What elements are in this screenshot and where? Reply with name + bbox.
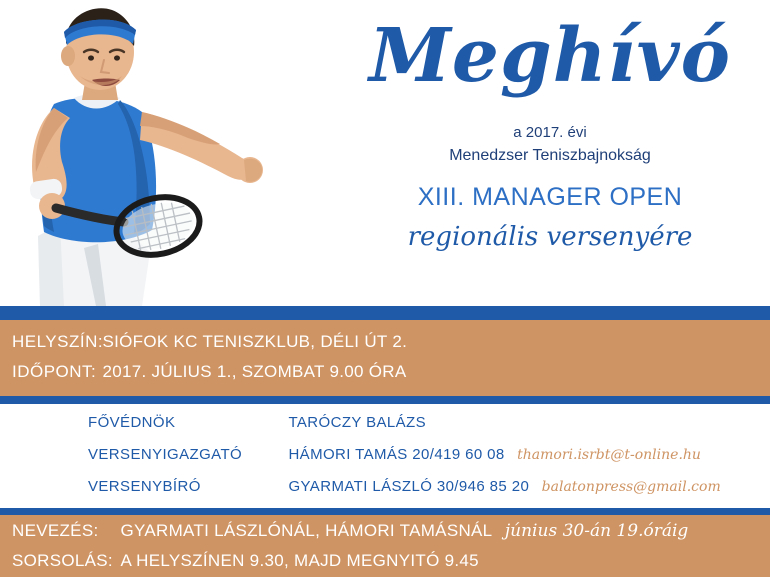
hero-text-block: [330, 0, 770, 306]
divider-blue-top: [0, 306, 770, 320]
entry-draw-value: A HELYSZÍNEN 9.30, MAJD MEGNYITÓ 9.45: [120, 551, 479, 570]
staff-row: [88, 446, 701, 464]
entry-registration-value: GYARMATI LÁSZLÓNÁL, HÁMORI TAMÁSNÁL: [120, 521, 493, 540]
entry-registration-deadline: június 30-án 19.óráig: [504, 521, 689, 541]
event-title: XIII. MANAGER OPEN: [417, 182, 683, 211]
venue-date-label: IDŐPONT:: [12, 362, 97, 381]
staff-email[interactable]: balatonpress@gmail.com: [541, 479, 721, 495]
page-title: Meghívó: [368, 13, 731, 99]
venue-location-row: [12, 332, 407, 352]
subtitle-year: a 2017. évi: [513, 123, 587, 141]
tennis-player-photo: [0, 0, 330, 306]
entry-draw-row: [12, 551, 479, 571]
entry-draw-label: SORSOLÁS:: [12, 551, 113, 570]
entry-registration-row: [12, 521, 688, 541]
subtitle-championship: Menedzser Teniszbajnokság: [449, 146, 651, 164]
staff-person-name: GYARMATI LÁSZLÓ 30/946 85 20: [288, 478, 530, 495]
staff-section: [0, 404, 770, 508]
venue-date-row: [12, 362, 407, 382]
entry-registration-label: NEVEZÉS:: [12, 521, 99, 540]
staff-role-label: VERSENYIGAZGATÓ: [88, 446, 243, 463]
staff-person-name: TARÓCZY BALÁZS: [288, 414, 427, 431]
divider-blue-middle: [0, 396, 770, 404]
divider-blue-bottom: [0, 508, 770, 515]
venue-section: [0, 320, 770, 396]
staff-email[interactable]: thamori.isrbt@t-online.hu: [517, 447, 701, 463]
venue-location-label: HELYSZÍN:: [12, 332, 104, 351]
event-subtitle: regionális versenyére: [407, 221, 693, 252]
venue-location-value: SIÓFOK KC TENISZKLUB, DÉLI ÚT 2.: [102, 332, 408, 351]
staff-person-name: HÁMORI TAMÁS 20/419 60 08: [288, 446, 505, 463]
staff-role-label: FŐVÉDNÖK: [88, 414, 176, 431]
entry-section: [0, 515, 770, 577]
staff-row: [88, 414, 438, 432]
venue-date-value: 2017. JÚLIUS 1., SZOMBAT 9.00 ÓRA: [102, 362, 407, 381]
staff-row: [88, 478, 721, 496]
staff-role-label: VERSENYBÍRÓ: [88, 478, 201, 495]
